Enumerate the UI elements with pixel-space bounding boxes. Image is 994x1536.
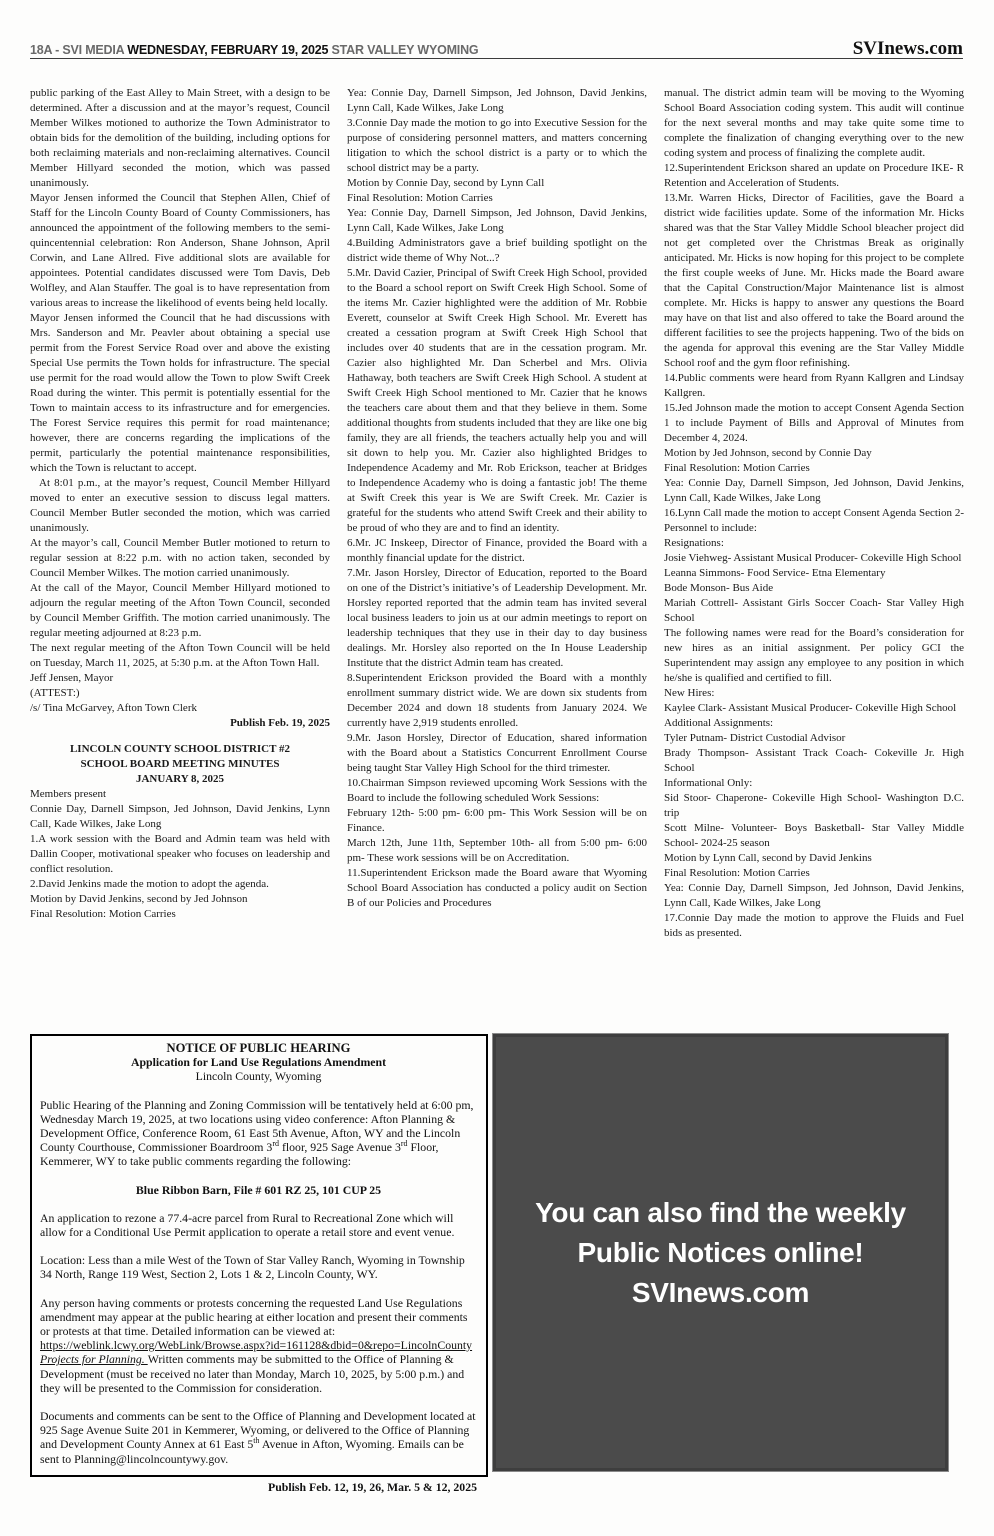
paragraph: Mariah Cottrell- Assistant Girls Soccer Coach- Star Valley High School: [664, 597, 964, 624]
paragraph: 14.Public comments were heard from Ryann Kallgren and Lindsay Kallgren.: [664, 372, 964, 399]
paragraph: 11.Superintendent Erickson made the Board aware that Wyoming School Board Association has conducted a policy audit on Section B of our Policies and Procedures: [347, 867, 647, 909]
paragraph: 6.Mr. JC Inskeep, Director of Finance, provided the Board with a monthly financial update for the district.: [347, 537, 647, 564]
paragraph: An application to rezone a 77.4-acre parcel from Rural to Recreational Zone which will allow for a Conditional Use Permit application to operate a retail store and event venue.: [40, 1210, 455, 1240]
paragraph: 16.Lynn Call made the motion to accept Consent Agenda Section 2- Personnel to include:: [664, 507, 964, 534]
page-number-label: 18A - SVI MEDIA: [30, 43, 128, 57]
paragraph: Resignations:: [664, 537, 724, 549]
paragraph: New Hires:: [664, 687, 715, 699]
paragraph: 12.Superintendent Erickson shared an update on Procedure IKE- R Retention and Acceleration of Students.: [664, 162, 964, 189]
paragraph: Members present: [30, 788, 107, 800]
paragraph: Leanna Simmons- Food Service- Etna Elementary: [664, 567, 886, 579]
paragraph: Final Resolution: Motion Carries: [664, 867, 810, 879]
paragraph: Location: Less than a mile West of the Town of Star Valley Ranch, Wyoming in Township 34 North, Range 119 West, Section 2, Lots 1 & 2, Lincoln County, WY.: [40, 1253, 465, 1282]
notice-url-link[interactable]: Projects for Planning.: [40, 1352, 148, 1367]
article-column-1: [30, 86, 330, 1032]
paragraph: Brady Thompson- Assistant Track Coach- Cokeville Jr. High School: [664, 747, 964, 774]
paragraph: 13.Mr. Warren Hicks, Director of Facilities, gave the Board a district wide facilities update. Some of the information Mr. Hicks shared was that the Star Valley Middle School bleacher project did not get completed over the Christmas Break as originally anticipated. Mr. Hicks is now hoping for this project to be complete the first couple weeks of June. Mr. Hicks made the Board aware that the Capital Construction/Major Maintenance list is almost complete. Mr. Hicks is happy to answer any questions the Board may have on that list and also offered to take the Board around the different facilities to see the projects happening. Two of the bids on the agenda for approval this evening are the Star Valley Middle School roof and the gym floor refinishing.: [664, 192, 964, 369]
public-notices-ad-box: [493, 1034, 948, 1471]
paragraph: Sid Stoor- Chaperone- Cokeville High School- Washington D.C. trip: [664, 792, 964, 819]
paragraph: 7.Mr. Jason Horsley, Director of Education, reported to the Board on one of the District’s initiative’s of Leadership Development. Mr. Horsley reported reported that the admin team has invited several local business leaders to join us at our admin meetings to report on leadership techniques that they use in their day to day business dealings. Mr. Horsley also reported on the In House Leadership Institute that the district Admin team has created.: [347, 567, 647, 669]
paragraph: 10.Chairman Simpson reviewed upcoming Work Sessions with the Board to include the following scheduled Work Sessions:: [347, 777, 647, 804]
publish-date: Publish Feb. 12, 19, 26, Mar. 5 & 12, 2025: [268, 1479, 477, 1494]
text-span: rd: [272, 1139, 279, 1149]
paragraph: 15.Jed Johnson made the motion to accept Consent Agenda Section 1 to include Payment of Bills and Approval of Minutes from December 4, 2024.: [664, 402, 964, 444]
paragraph: public parking of the East Alley to Main Street, with a design to be determined. After a discussion and at the mayor’s request, Council Member Wilkes motioned to authorize the Town Administrator to obtain bids for the demolition of the building, including options for both reclaiming materials and non-reclaiming alternatives. Council Member Hillyard seconded the motion, which was passed unanimously.: [30, 87, 330, 189]
paragraph: Informational Only:: [664, 777, 753, 789]
section-heading: LINCOLN COUNTY SCHOOL DISTRICT #2: [69, 743, 291, 755]
paragraph: 3.Connie Day made the motion to go into Executive Session for the purpose of considering personnel matters, and matters concerning litigation to which the school district is a party or to which the school district may be a party.: [347, 117, 647, 174]
paragraph: Bode Monson- Bus Aide: [664, 582, 774, 594]
paragraph: Mayor Jensen informed the Council that Stephen Allen, Chief of Staff for the Lincoln County Board of County Commissioners, has announced the appointment of the following members to the semi-quincentennial celebration: Ron Anderson, Shane Johnson, April Corwin, and Lane Allred. Five additional slots are available for appointees. Potential candidates discussed were Tom Davis, Deb Wolfley, and Alan Stauffer. The goal is to have representation from various areas to increase the likelihood of events being held locally.: [30, 192, 330, 309]
paragraph: [40, 1296, 477, 1395]
publish-date: Publish Feb. 19, 2025: [230, 717, 330, 729]
paragraph: (ATTEST:): [30, 687, 80, 699]
paragraph: Kaylee Clark- Assistant Musical Producer- Cokeville High School: [664, 702, 957, 714]
paragraph: The following names were read for the Board’s consideration for new hires as an initial assignment. Per policy GCI the Superintendent may assign any employee to any position in which he/she is qualified and certified to fill.: [664, 627, 964, 684]
article-columns: [30, 86, 963, 1032]
text-span: Avenue in Afton, Wyoming. Emails can be sent to Planning@lincolncountywy.gov.: [40, 1437, 464, 1466]
paragraph: Yea: Connie Day, Darnell Simpson, Jed Johnson, David Jenkins, Lynn Call, Kade Wilkes, Jake Long: [664, 477, 964, 504]
header-location: STAR VALLEY WYOMING: [328, 43, 479, 57]
paragraph: 17.Connie Day made the motion to approve the Fluids and Fuel bids as presented.: [664, 912, 964, 939]
paragraph: 9.Mr. Jason Horsley, Director of Education, shared information with the Board about a Statistics Concurrent Enrollment Course being taught Star Valley High School for the third trimester.: [347, 732, 647, 774]
paragraph: Yea: Connie Day, Darnell Simpson, Jed Johnson, David Jenkins, Lynn Call, Kade Wilkes, Jake Long: [664, 882, 964, 909]
paragraph: Additional Assignments:: [664, 717, 774, 729]
paragraph: /s/ Tina McGarvey, Afton Town Clerk: [30, 702, 197, 714]
paragraph: 1.A work session with the Board and Admin team was held with Dallin Cooper, motivational speaker who focuses on leadership and conflict resolution.: [30, 833, 330, 875]
section-heading: JANUARY 8, 2025: [135, 773, 225, 785]
text-span: rd: [400, 1139, 408, 1149]
paragraph: manual. The district admin team will be moving to the Wyoming School Board Association coding system. This audit will continue for the next several months and may take quite some time to complete the finalization of changing everything over to the new coding system and process of finalizing the complete audit.: [664, 87, 964, 159]
notice-file-heading: Blue Ribbon Barn, File # 601 RZ 25, 101 CUP 25: [135, 1182, 382, 1197]
bottom-section: [30, 1034, 963, 1494]
paragraph: Yea: Connie Day, Darnell Simpson, Jed Johnson, David Jenkins, Lynn Call, Kade Wilkes, Jake Long: [347, 207, 647, 234]
ad-website-link[interactable]: SVInews.com: [631, 1276, 810, 1308]
paragraph: Yea: Connie Day, Darnell Simpson, Jed Johnson, David Jenkins, Lynn Call, Kade Wilkes, Jake Long: [347, 87, 647, 114]
text-span: Written comments may be submitted to the Office of Planning & Development (must be received no later than Monday, March 10, 2025, by 5:00 p.m.) and they will be presented to the Commission for consideration.: [40, 1352, 465, 1395]
notice-county: Lincoln County, Wyoming: [195, 1069, 322, 1084]
paragraph: Motion by David Jenkins, second by Jed Johnson: [30, 893, 248, 905]
paragraph: Motion by Lynn Call, second by David Jenkins: [664, 852, 872, 864]
text-span: Public Hearing of the Planning and Zoning Commission will be tentatively held at 6:00 pm, Wednesday March 19, 2025, at two locations using video conference: Afton Planning & Development Office, Conference Room, 61 East 5th Avenue, Afton, WY and the Lincoln County Courthouse, Commissioner Boardroom 3: [40, 1097, 474, 1155]
paragraph: Final Resolution: Motion Carries: [347, 192, 493, 204]
paragraph: Connie Day, Darnell Simpson, Jed Johnson, David Jenkins, Lynn Call, Kade Wilkes, Jake Long: [30, 803, 330, 830]
public-hearing-notice-box: [30, 1034, 488, 1494]
page-header: [30, 38, 963, 60]
paragraph: Motion by Jed Johnson, second by Connie Day: [664, 447, 872, 459]
paragraph: 2.David Jenkins made the motion to adopt the agenda.: [30, 878, 269, 890]
paragraph: Jeff Jensen, Mayor: [30, 672, 114, 684]
notice-title: NOTICE OF PUBLIC HEARING: [166, 1041, 351, 1055]
header-rule: [30, 58, 963, 59]
text-span: th: [253, 1436, 260, 1446]
notice-subtitle: Application for Land Use Regulations Amendment: [130, 1055, 387, 1070]
header-date: WEDNESDAY, FEBRUARY 19, 2025: [127, 43, 329, 57]
paragraph: [40, 1409, 477, 1466]
paragraph: February 12th- 5:00 pm- 6:00 pm- This Work Session will be on Finance.: [347, 807, 647, 834]
masthead-brand: SVInews.com: [852, 38, 963, 59]
paragraph: Josie Viehweg- Assistant Musical Producer- Cokeville High School: [664, 552, 962, 564]
article-column-2: [347, 86, 647, 1032]
ad-line: You can also find the weekly: [535, 1196, 906, 1228]
paragraph: Tyler Putnam- District Custodial Advisor: [664, 732, 846, 744]
paragraph: At the mayor’s call, Council Member Butler motioned to return to regular session at 8:22 p.m. with no action taken, seconded by Council Member Wilkes. The motion carried unanimously.: [30, 537, 330, 579]
paragraph: The next regular meeting of the Afton Town Council will be held on Tuesday, March 11, 2025, at 5:30 p.m. at the Afton Town Hall.: [30, 642, 330, 669]
paragraph: 8.Superintendent Erickson provided the Board with a monthly enrollment summary district wide. We are down six students from December 2024 and down 18 students from January 2024. We currently have 2,919 students enrolled.: [347, 672, 647, 729]
ad-line: Public Notices online!: [577, 1236, 864, 1268]
notice-url-link[interactable]: https://weblink.lcwy.org/WebLink/Browse.aspx?id=161128&dbid=0&repo=LincolnCounty: [40, 1338, 473, 1353]
paragraph: Final Resolution: Motion Carries: [664, 462, 810, 474]
paragraph: 4.Building Administrators gave a brief building spotlight on the district wide theme of Why Not...?: [347, 237, 647, 264]
header-folio: [30, 43, 478, 57]
section-heading: SCHOOL BOARD MEETING MINUTES: [80, 758, 280, 770]
paragraph: Mayor Jensen informed the Council that he had discussions with Mrs. Sanderson and Mr. Peavler about obtaining a special use permit from the Forest Service Road over and above the existing Special Use permits the Town holds for infrastructure. The special use permit for the road would allow the Town to plow Swift Creek Road during the winter. This permit is potentially essential for the Town to maintain access to its infrastructure and for emergencies. The Forest Service requires this permit for road maintenance; however, there are concerns regarding the implications of the permit, particularly the potential maintenance responsibilities, which the Town is reluctant to accept.: [30, 312, 330, 474]
text-span: Floor, Kemmerer, WY to take public comments regarding the following:: [40, 1140, 439, 1169]
paragraph: [40, 1098, 477, 1169]
paragraph: Motion by Connie Day, second by Lynn Call: [347, 177, 545, 189]
text-span: Any person having comments or protests concerning the requested Land Use Regulations amendment may appear at the public hearing at either location and present their comments or protests at that time. Detailed information can be viewed at:: [40, 1295, 468, 1339]
paragraph: Final Resolution: Motion Carries: [30, 908, 176, 920]
paragraph: Scott Milne- Volunteer- Boys Basketball- Star Valley Middle School- 2024-25 season: [664, 822, 964, 849]
text-span: floor, 925 Sage Avenue 3: [279, 1140, 401, 1155]
paragraph: At the call of the Mayor, Council Member Hillyard motioned to adjourn the regular meeting of the Afton Town Council, seconded by Council Member Griffith. The motion carried unanimously. The regular meeting adjourned at 8:23 p.m.: [30, 582, 330, 639]
paragraph: March 12th, June 11th, September 10th- all from 5:00 pm- 6:00 pm- These work sessions will be on Accreditation.: [347, 837, 647, 864]
text-span: Documents and comments can be sent to the Office of Planning and Development located at 925 Sage Avenue Suite 201 in Kemmerer, Wyoming, or delivered to the Office of Planning and Development County Annex at 61 East 5: [40, 1409, 476, 1452]
article-column-3: [664, 86, 964, 1032]
paragraph: 5.Mr. David Cazier, Principal of Swift Creek High School, provided to the Board a school report on Swift Creek High School. Some of the items Mr. Cazier highlighted were the addition of Mr. Robbie Everett, counselor at Swift Creek High School. Mr. Everett has created a cessation program at Swift Creek High School that includes over 40 students that are in the cessation program. Mr. Cazier also highlighted Mr. Dan Scherbel and Mrs. Olivia Hathaway, both teachers are Swift Creek High School. A student at Swift Creek High School mentioned to Mr. Cazier that he knows the teachers care about them and that they believe in them. Some additional thoughts from students included that they are like one big family, they are all friends, the teachers actually help you and will sit down to help you. Mr. Cazier also highlighted Bridges to Independence Academy and Mr. Rob Erickson, teacher at Bridges to Independence Academy who is doing a fantastic job! The theme at Swift Creek this year is We are Swift Creek. Mr. Cazier is grateful for the students who attend Swift Creek and their ability to be proud of who they are and to find an identity.: [347, 267, 647, 534]
paragraph: At 8:01 p.m., at the mayor’s request, Council Member Hillyard moved to enter an executive session to discuss legal matters. Council Member Butler seconded the motion, which was carried unanimously.: [30, 477, 330, 534]
